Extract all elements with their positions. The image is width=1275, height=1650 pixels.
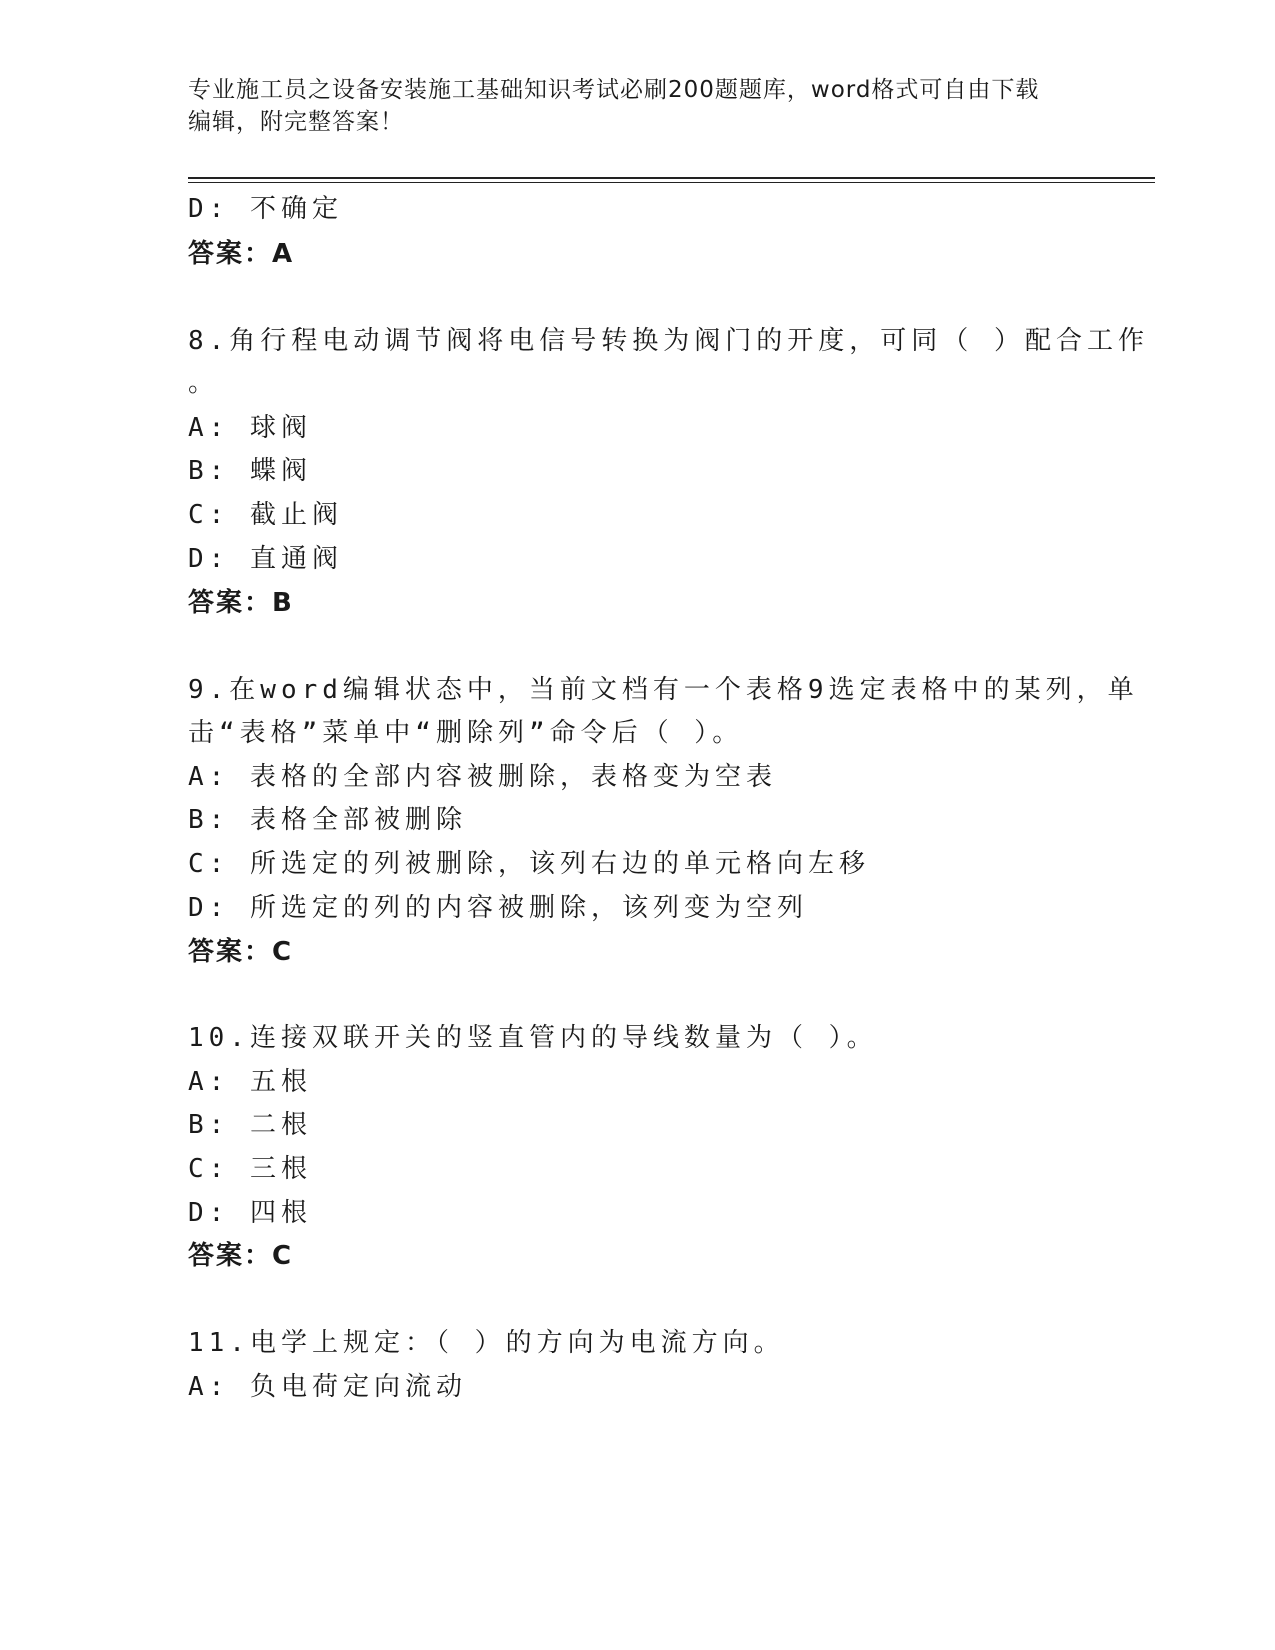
q10-option-d: D: 四根: [188, 1198, 312, 1228]
q7-answer: 答案：A: [188, 239, 295, 269]
header-rule-thick: [188, 177, 1155, 179]
header-rule-thin: [188, 182, 1155, 183]
q9-option-b: B: 表格全部被删除: [188, 805, 467, 835]
q7-option-d: D: 不确定: [188, 194, 343, 224]
header-title-line2: 编辑，附完整答案！: [188, 109, 404, 135]
q9-stem-line1: 9.在word编辑状态中，当前文档有一个表格9选定表格中的某列，单: [188, 675, 1139, 705]
q8-option-b: B: 蝶阀: [188, 456, 312, 486]
header-title-line1: 专业施工员之设备安装施工基础知识考试必刷200题题库，word格式可自由下载: [188, 77, 1040, 103]
q9-answer: 答案：C: [188, 937, 294, 967]
q10-option-b: B: 二根: [188, 1110, 312, 1140]
q10-stem-line1: 10.连接双联开关的竖直管内的导线数量为（ ）。: [188, 1023, 878, 1053]
q9-option-d: D: 所选定的列的内容被删除，该列变为空列: [188, 893, 808, 923]
q8-stem-line2: 。: [188, 368, 220, 398]
q8-option-d: D: 直通阀: [188, 544, 343, 574]
q9-option-c: C: 所选定的列被删除，该列右边的单元格向左移: [188, 849, 870, 879]
q10-option-c: C: 三根: [188, 1154, 312, 1184]
q11-option-a: A: 负电荷定向流动: [188, 1372, 467, 1402]
q10-option-a: A: 五根: [188, 1067, 312, 1097]
q8-stem-line1: 8.角行程电动调节阀将电信号转换为阀门的开度，可同（ ）配合工作: [188, 326, 1149, 356]
q9-option-a: A: 表格的全部内容被删除，表格变为空表: [188, 762, 777, 792]
q11-stem-line1: 11.电学上规定：（ ）的方向为电流方向。: [188, 1328, 785, 1358]
document-header: [188, 74, 1068, 138]
q10-answer: 答案：C: [188, 1241, 294, 1271]
q9-stem-line2: 击“表格”菜单中“删除列”命令后（ ）。: [188, 718, 744, 748]
q8-option-a: A: 球阀: [188, 413, 312, 443]
q8-option-c: C: 截止阀: [188, 500, 343, 530]
q8-answer: 答案：B: [188, 588, 294, 618]
